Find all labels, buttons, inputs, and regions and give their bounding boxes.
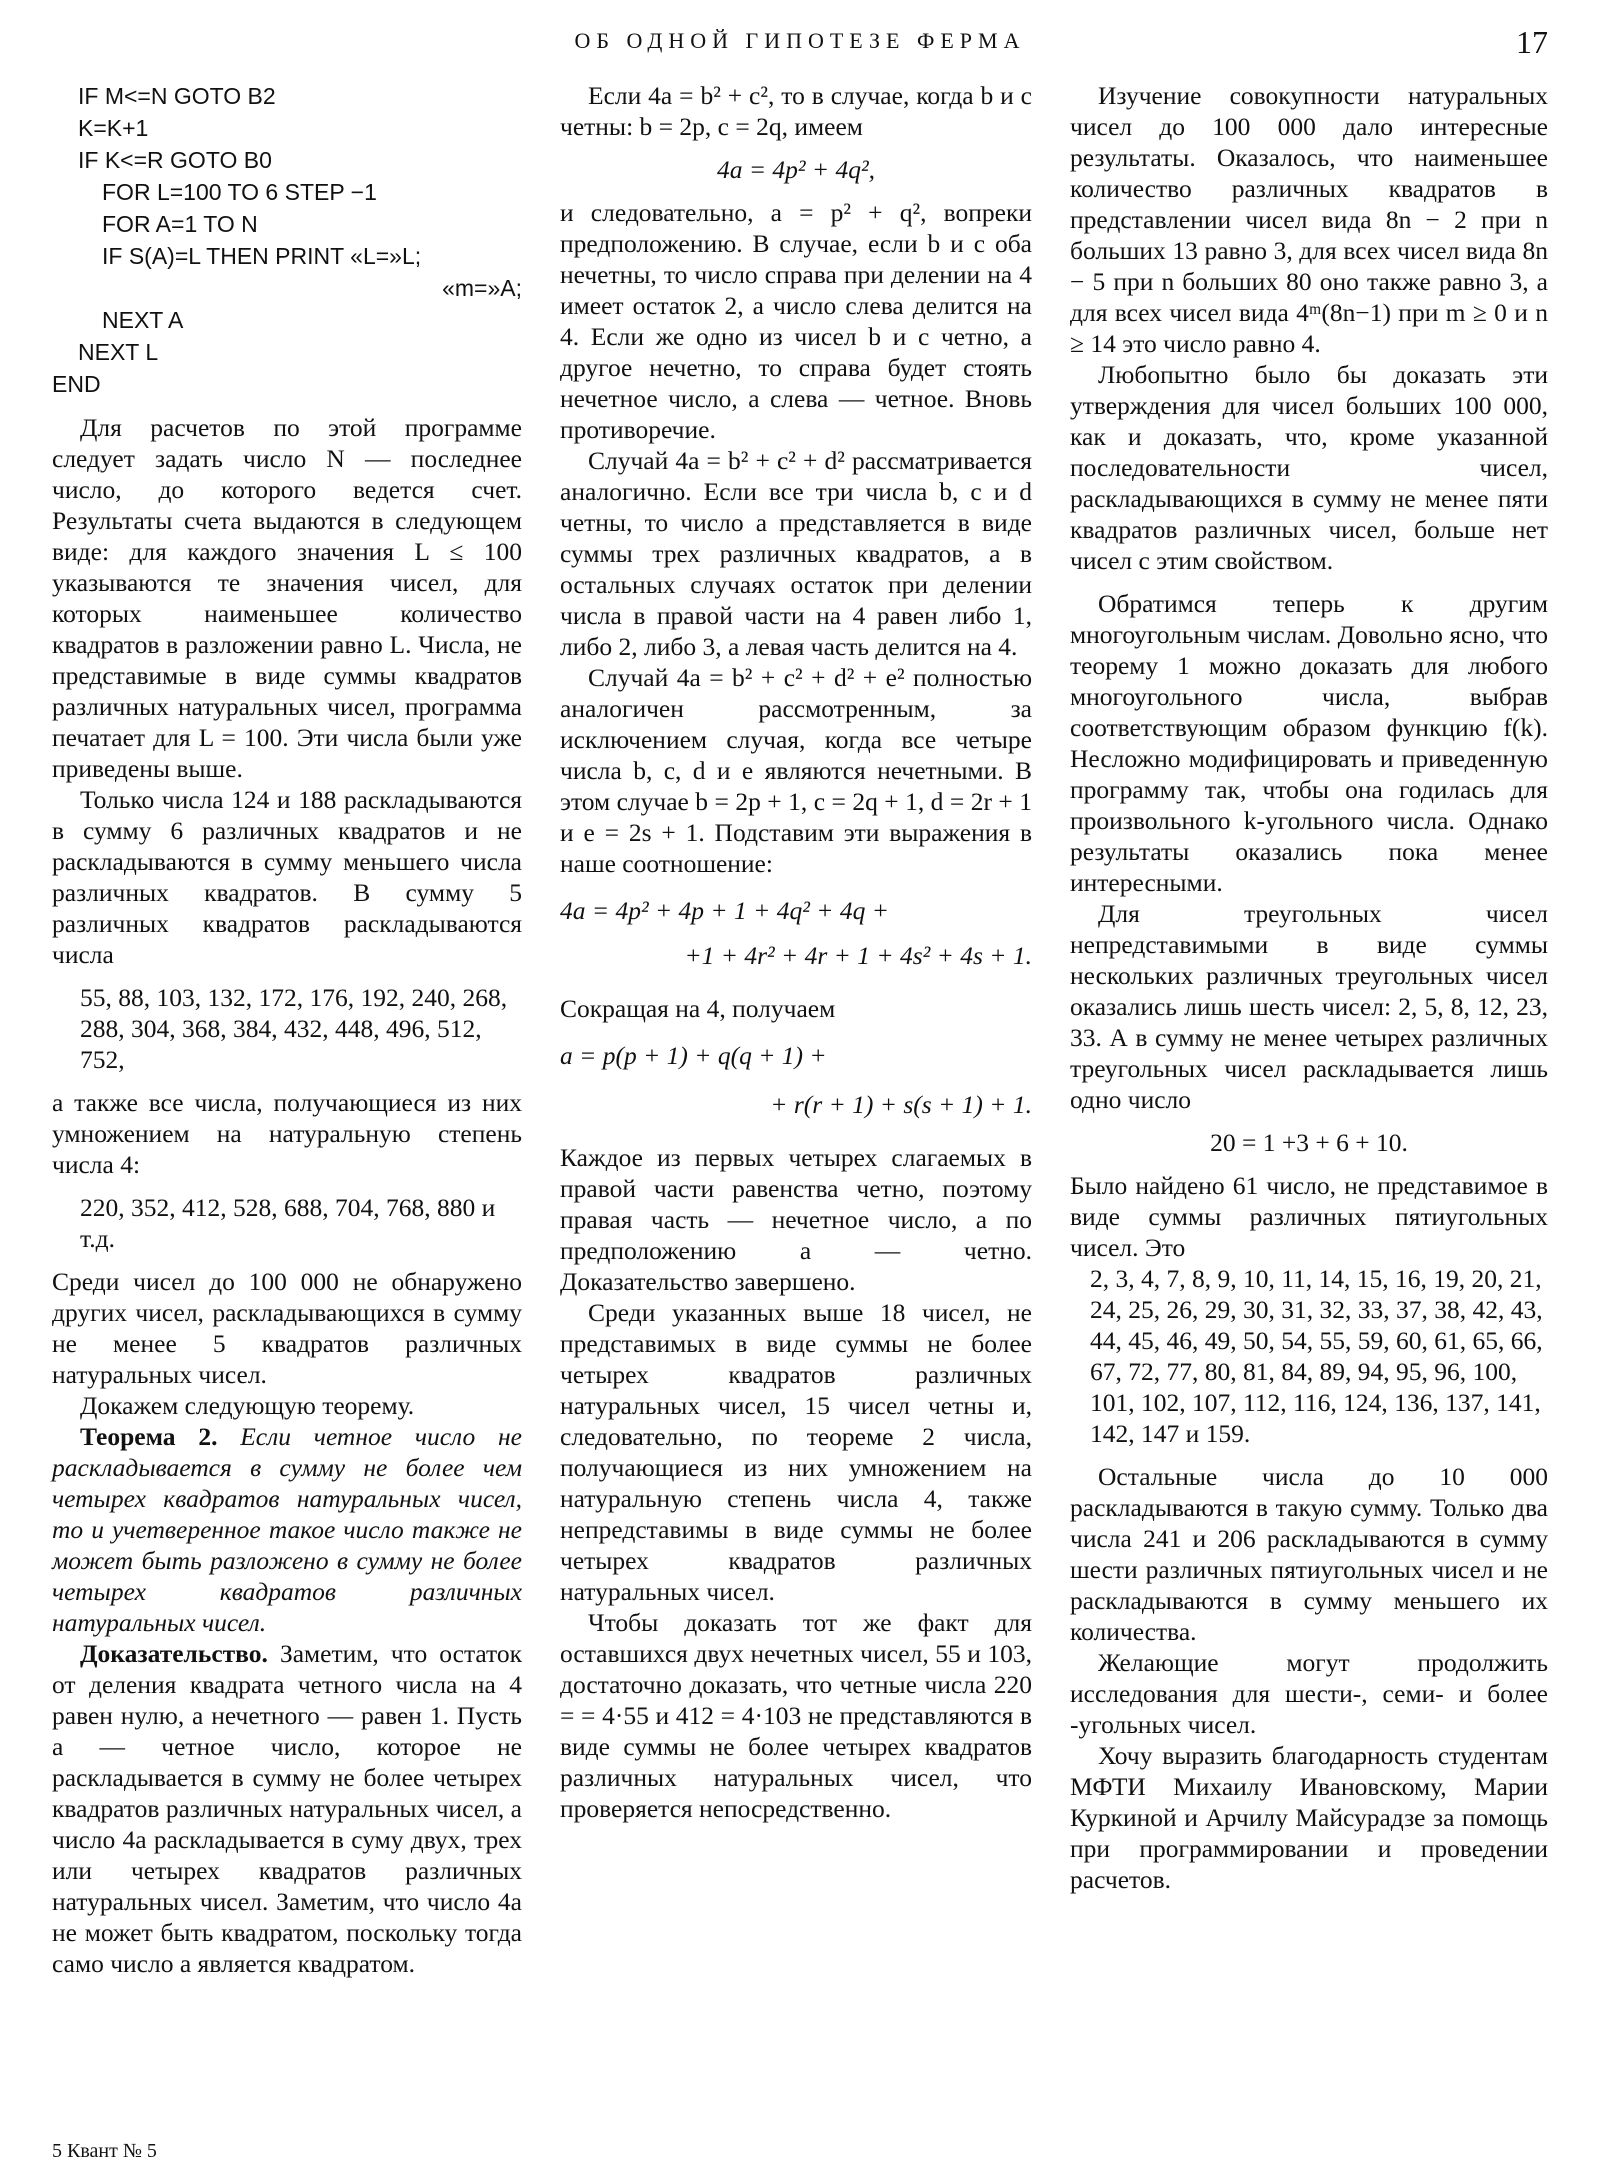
paragraph: Докажем следующую теорему. [80,1391,415,1420]
proof-text: Заметим, что остаток от деления квадрата четного числа на 4 равен нулю, а нечетного — равен 1. Пусть a — четное число, которое не раскладывается в сумму не более четырех квадратов различных натуральных чисел, а число 4a раскладывается в суму двух, трех или четырех квадратов различных натуральных чисел. Заметим, что число 4a не может быть квадратом, поскольку тогда само число a является квадратом. [52,1639,523,1978]
column-3 [1070,80,1548,1895]
paragraph: Было найдено 61 число, не представимое в виде суммы различных пятиугольных чисел. Это [1070,1171,1548,1262]
code-line: IF S(A)=L THEN PRINT «L=»L; [102,243,422,269]
page-number: 17 [1516,24,1548,60]
equation: 4a = 4p² + 4q², [716,155,876,184]
theorem-label: Теорема 2. [80,1422,218,1451]
paragraph: Остальные числа до 10 000 раскладываются в такую сумму. Только два числа 241 и 206 раскладываются в сумму шести различных пятиугольных чисел и не раскладываются в сумму меньшего их количества. [1070,1462,1548,1646]
proof-label: Доказательство. [80,1639,268,1668]
paragraph: и следовательно, a = p² + q², вопреки предположению. В случае, если b и c оба нечетны, то число справа при делении на 4 имеет остаток 2, а число слева делится на 4. Если же одно из чисел b и c четно, а другое нечетно, то справа будет стоять нечетное число, а слева — четное. Вновь противоречие. [560,198,1032,444]
code-line: NEXT L [78,339,159,365]
paragraph: Обратимся теперь к другим многоугольным числам. Довольно ясно, что теорему 1 можно доказать для любого многоугольного числа, выбрав соответствующим образом функцию f(k). Несложно модифицировать и приведенную программу так, чтобы она годилась для произвольного k-угольного числа. Однако результаты оказались пока менее интересными. [1070,589,1548,897]
equation: +1 + 4r² + 4r + 1 + 4s² + 4s + 1. [684,941,1032,970]
paragraph: Любопытно было бы доказать эти утверждения для чисел больших 100 000, как и доказать, что, кроме указанной последовательности чисел, раскладывающихся в сумму не менее пяти квадратов различных чисел, больше нет чисел с этим свойством. [1070,360,1548,575]
equation: 4a = 4p² + 4p + 1 + 4q² + 4q + [560,896,889,925]
number-list: 2, 3, 4, 7, 8, 9, 10, 11, 14, 15, 16, 19, 20, 21, 24, 25, 26, 29, 30, 31, 32, 33, 37, 38, 42, 43, 44, 45, 46, 49, 50, 54, 55, 59, 60, 61, 65, 66, 67, 72, 77, 80, 81, 84, 89, 94, 95, 96, 100, 101, 102, 107, 112, 116, 124, 136, 137, 141, 142, 147 и 159. [1090,1264,1543,1448]
paragraph: Чтобы доказать тот же факт для оставшихся двух нечетных чисел, 55 и 103, достаточно доказать, что четные числа 220 = = 4·55 и 412 = 4·103 не представляются в виде суммы не более четырех квадратов различных натуральных чисел, что проверяется непосредственно. [560,1608,1032,1823]
paragraph: Случай 4a = b² + c² + d² + e² полностью аналогичен рассмотренным, за исключением случая, когда все четыре числа b, c, d и e являются нечетными. В этом случае b = 2p + 1, c = 2q + 1, d = 2r + 1 и e = 2s + 1. Подставим эти выражения в наше соотношение: [560,663,1032,878]
paragraph: Среди указанных выше 18 чисел, не представимых в виде суммы не более четырех квадратов различных натуральных чисел, 15 чисел четны и, следовательно, по теореме 2 числа, получающиеся из них умножением на натуральную степень числа 4, также непредставимы в виде суммы не более четырех квадратов различных натуральных чисел. [560,1298,1032,1606]
code-line: FOR L=100 TO 6 STEP −1 [102,179,377,205]
theorem [52,1421,522,1638]
column-2 [560,80,1032,1824]
paragraph: Желающие могут продолжить исследования для шести-, семи- и более -угольных чисел. [1070,1648,1548,1739]
proof [52,1638,522,1979]
code-line: «m=»A; [442,275,522,301]
equation: 20 = 1 +3 + 6 + 10. [1210,1128,1408,1157]
code-line: IF M<=N GOTO B2 [78,83,276,109]
code-line: END [52,371,101,397]
code-line: NEXT A [102,307,184,333]
code-line: FOR A=1 TO N [102,211,258,237]
paragraph: а также все числа, получающиеся из них умножением на натуральную степень числа 4: [52,1088,522,1179]
paragraph: Изучение совокупности натуральных чисел до 100 000 дало интересные результаты. Оказалось, что наименьшее количество различных квадратов в представлении чисел вида 8n − 2 при n больших 13 равно 3, для всех чисел вида 8n − 5 при n больших 80 оно также равно 3, а для всех чисел вида 4ᵐ(8n−1) при m ≥ 0 и n ≥ 14 это число равно 4. [1070,81,1548,358]
paragraph: Если 4a = b² + c², то в случае, когда b и c четны: b = 2p, c = 2q, имеем [560,81,1032,141]
equation: a = p(p + 1) + q(q + 1) + [560,1041,827,1070]
paragraph: Хочу выразить благодарность студентам МФТИ Михаилу Ивановскому, Марии Куркиной и Арчилу Майсурадзе за помощь при программировании и проведении расчетов. [1070,1741,1548,1894]
paragraph: Для треугольных чисел непредставимыми в виде суммы нескольких различных треугольных чисел оказались лишь шесть чисел: 2, 5, 8, 12, 23, 33. А в сумму не менее четырех различных треугольных чисел раскладывается лишь одно число [1070,899,1548,1114]
paragraph: Каждое из первых четырех слагаемых в правой части равенства четно, поэтому правая часть — нечетное число, а по предположению a — четно. Доказательство завершено. [560,1143,1032,1296]
running-title: ОБ ОДНОЙ ГИПОТЕЗЕ ФЕРМА [574,28,1026,53]
paragraph: Сокращая на 4, получаем [560,994,836,1023]
paragraph: Только числа 124 и 188 раскладываются в сумму 6 различных квадратов и не раскладываются в сумму меньшего числа различных квадратов. В сумму 5 различных квадратов раскладываются числа [52,785,522,969]
equation: + r(r + 1) + s(s + 1) + 1. [770,1090,1032,1119]
code-line: IF K<=R GOTO B0 [78,147,272,173]
theorem-text: Если четное число не раскладывается в сумму не более чем четырех квадратов натуральных чисел, то и учетверенное такое число также не может быть разложено в сумму не более четырех квадратов различных натуральных чисел. [52,1422,522,1637]
number-list: 55, 88, 103, 132, 172, 176, 192, 240, 268, 288, 304, 368, 384, 432, 448, 496, 512, 752, [80,983,508,1074]
code-line: K=K+1 [78,115,149,141]
paragraph: Случай 4a = b² + c² + d² рассматривается аналогично. Если все три числа b, c и d четны, то число a представляется в виде суммы трех различных квадратов, а в остальных случаях остаток при делении числа в правой части на 4 равен либо 1, либо 2, либо 3, а левая часть делится на 4. [560,446,1032,661]
code-listing [52,80,522,400]
footer-signature: 5 Квант № 5 [52,2140,157,2162]
paragraph: Среди чисел до 100 000 не обнаружено других чисел, раскладывающихся в сумму не менее 5 квадратов различных натуральных чисел. [52,1267,522,1389]
column-1 [52,80,522,1979]
paragraph: Для расчетов по этой программе следует задать число N — последнее число, до которого ведется счет. Результаты счета выдаются в следующем виде: для каждого значения L ≤ 100 указываются те значения чисел, для которых наименьшее количество квадратов в разложении равно L. Числа, не представимые в виде суммы квадратов различных натуральных чисел, программа печатает для L = 100. Эти числа были уже приведены выше. [52,413,522,783]
number-list: 220, 352, 412, 528, 688, 704, 768, 880 и т.д. [80,1193,496,1253]
